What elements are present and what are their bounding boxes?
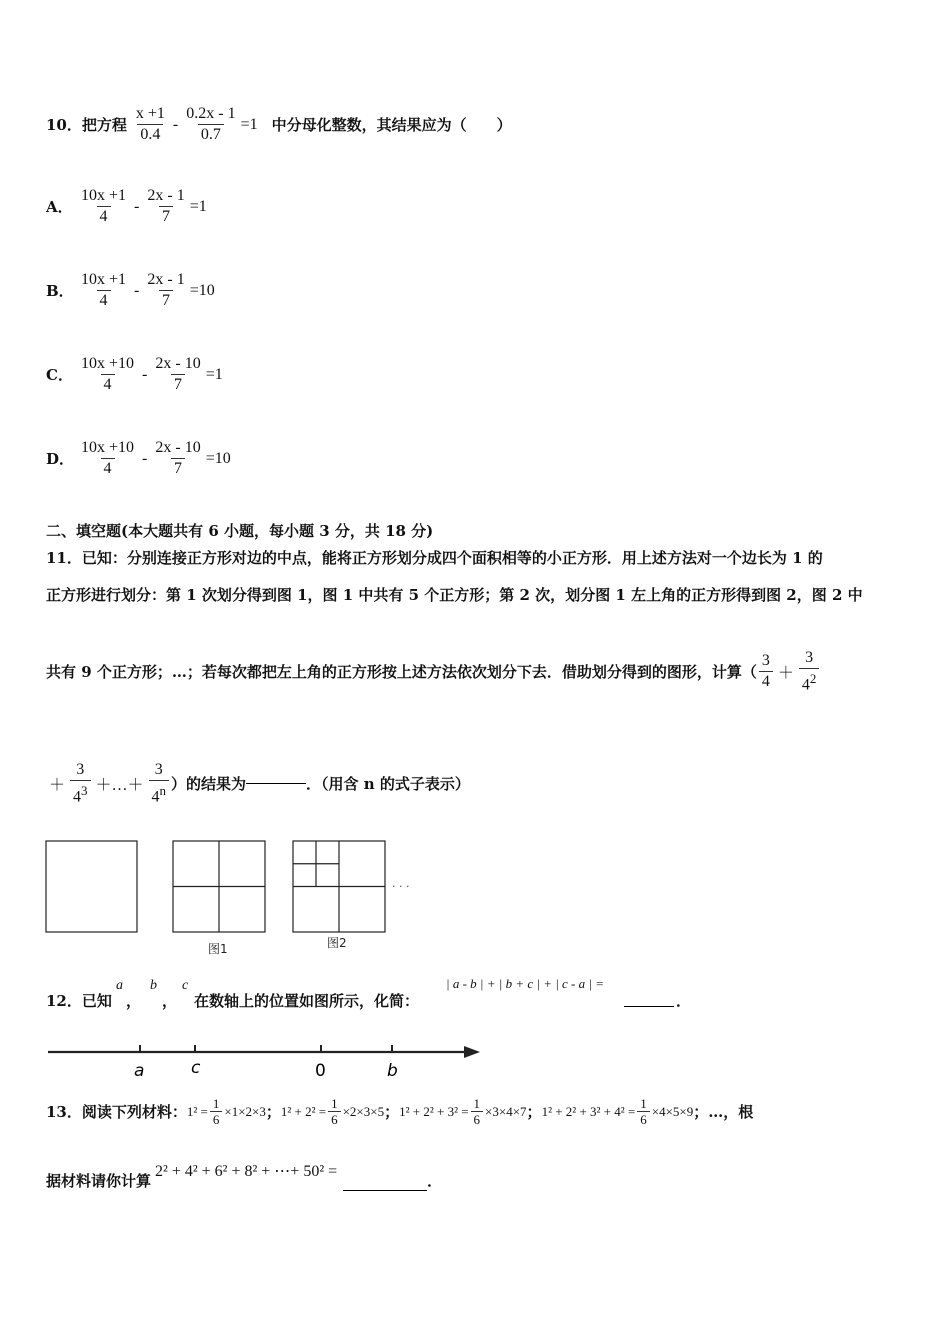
q13-e2-frac-den: 6 [328, 1111, 341, 1127]
q10-rhs: =1 [240, 115, 258, 133]
label-c: c [191, 1058, 201, 1078]
option-b-num2: 2x - 1 [147, 271, 185, 288]
option-c-rhs: =1 [205, 365, 223, 383]
option-a-minus: - [134, 197, 140, 215]
q10-frac2-num: 0.2x - 1 [186, 105, 236, 122]
q13-e2-frac-num: 1 [331, 1096, 338, 1111]
q13-e4-frac-num: 1 [640, 1096, 647, 1111]
option-c-label: C． [46, 366, 73, 384]
q11-f1-den: 4 [759, 671, 773, 692]
q10-frac1-num: x +1 [135, 105, 165, 122]
q11-f4-num: 3 [154, 761, 163, 778]
q11-answer-blank[interactable] [246, 783, 306, 784]
option-a-rhs: =1 [189, 197, 207, 215]
q10-frac1-den: 0.4 [137, 124, 163, 145]
q12-expression: | a - b | + | b + c | + | c - a | = [446, 976, 604, 991]
q11-line3 [46, 648, 821, 695]
option-b-num1: 10x +1 [81, 271, 127, 288]
q13-e2-rhs: ×2×3×5 [342, 1103, 385, 1119]
figure0-square [46, 841, 137, 932]
option-d-den2: 7 [171, 458, 185, 479]
q11-line2: 正方形进行划分：第 1 次划分得到图 1，图 1 中共有 5 个正方形；第 2 次，划分图 1 左上角的正方形得到图 2，图 2 中 [46, 586, 863, 604]
q10-option-a[interactable] [46, 186, 207, 227]
q11-line3-text: 共有 9 个正方形；…；若每次都把左上角的正方形按上述方法依次划分下去．借助划分得到的图形，计算（ [46, 663, 757, 682]
q11-f2-num: 3 [805, 649, 814, 666]
q10-stem [46, 104, 512, 145]
q13-e1-frac-den: 6 [210, 1111, 223, 1127]
option-c-expr [76, 354, 223, 395]
q11-sum-start [757, 648, 822, 695]
number-line-arrow [464, 1046, 480, 1058]
q13-line2-prefix: 据材料请你计算 [46, 1172, 152, 1190]
q11-result-text: ）的结果为 [171, 775, 247, 794]
label-a: a [134, 1061, 145, 1081]
q11-f4-den: 4$^n$ [149, 780, 170, 807]
label-b: b [387, 1061, 398, 1081]
q13-e4-rhs: ×4×5×9 [651, 1103, 694, 1119]
option-c-num1: 10x +10 [81, 355, 135, 372]
option-d-den1: 4 [101, 458, 115, 479]
q10-option-d[interactable] [46, 438, 231, 479]
q13-tail: ；…，根 [693, 1103, 754, 1121]
option-a-num1: 10x +1 [81, 187, 127, 204]
q10-frac1 [133, 104, 168, 145]
q13-sep3: ； [526, 1103, 542, 1121]
q13-e2-lhs: 1² + 2² = [280, 1103, 327, 1119]
option-c-den1: 4 [101, 374, 115, 395]
q13-e3-rhs: ×3×4×7 [485, 1103, 527, 1119]
q10-suffix: 中分母化整数，其结果应为（ ） [271, 116, 512, 134]
q13-sep2: ； [384, 1103, 400, 1121]
option-b-den1: 4 [97, 290, 111, 311]
option-a-label: A． [46, 198, 73, 216]
section2-heading: 二、填空题(本大题共有 6 小题，每小题 3 分，共 18 分) [46, 522, 434, 540]
q13-e4-frac-den: 6 [637, 1111, 650, 1127]
q13-line2 [46, 1163, 443, 1191]
q11-f2-exp: 2 [809, 671, 817, 686]
q13-e4-lhs: 1² + 2² + 3² + 4² = [541, 1103, 636, 1119]
q13-e3-frac-den: 6 [471, 1111, 484, 1127]
q12-var-a: a [116, 978, 123, 993]
q11-plus2: ＋ [49, 777, 66, 795]
q12-var-c: c [182, 978, 189, 993]
q11-f4-exp: n [159, 783, 167, 798]
q13-e1-lhs: 1² = [186, 1103, 208, 1119]
q10-option-c[interactable] [46, 354, 223, 395]
option-b-den2: 7 [159, 290, 173, 311]
q12-comma1: ， [126, 992, 142, 1010]
option-a-den2: 7 [159, 206, 173, 227]
q11-line4-end: ．（用含 n 的式子表示） [306, 775, 470, 794]
q12-answer-blank[interactable] [624, 990, 674, 1007]
option-d-rhs: =10 [205, 449, 231, 467]
q13-e1-frac-num: 1 [212, 1096, 220, 1111]
q11-dots: ＋…＋ [95, 777, 144, 795]
q12-number-line [46, 1038, 486, 1086]
option-b-rhs: =10 [189, 281, 215, 299]
q13-sum-expression: 2² + 4² + 6² + 8² + ⋯+ 50² = [155, 1163, 338, 1180]
q13-e3-frac-num: 1 [473, 1096, 481, 1111]
option-d-num1: 10x +10 [81, 439, 135, 456]
q13-e3-lhs: 1² + 2² + 3² = [399, 1103, 469, 1119]
option-a-expr [76, 186, 207, 227]
q10-option-b[interactable] [46, 270, 215, 311]
figures-ellipsis: · · · [392, 880, 410, 893]
option-a-den1: 4 [97, 206, 111, 227]
q11-line4 [46, 760, 470, 807]
q10-number: 10． [46, 116, 82, 134]
q13-e1-rhs: ×1×2×3 [224, 1103, 266, 1119]
q10-frac2-den: 0.7 [198, 124, 224, 145]
q11-f1-num: 3 [761, 652, 770, 670]
option-d-label: D． [46, 450, 75, 468]
q13-end: ． [427, 1172, 443, 1190]
option-c-num2: 2x - 10 [155, 355, 201, 372]
q12-mid: 在数轴上的位置如图所示，化简： [194, 992, 420, 1010]
option-d-minus: - [142, 449, 148, 467]
q12-prefix: 12．已知 [46, 992, 112, 1010]
q11-f3-num: 3 [76, 761, 85, 778]
q11-plus1: ＋ [777, 665, 794, 683]
q11-sum-end [46, 760, 171, 807]
option-c-minus: - [142, 365, 148, 383]
q11-figures [40, 835, 440, 965]
option-d-num2: 2x - 10 [155, 439, 201, 456]
option-b-minus: - [134, 281, 140, 299]
option-c-den2: 7 [171, 374, 185, 395]
q11-f3-exp: 3 [81, 783, 88, 798]
q11-f3-den: $4^3$ [70, 780, 91, 807]
option-a-num2: 2x - 1 [147, 187, 185, 204]
option-d-expr [76, 438, 231, 479]
q10-prefix: 把方程 [81, 116, 127, 134]
q10-frac2 [183, 104, 238, 145]
q13-answer-blank[interactable] [343, 1172, 427, 1191]
q12-end: ． [676, 992, 692, 1010]
q13-line1 [46, 1096, 753, 1127]
option-b-label: B． [46, 282, 74, 300]
q11-line1: 11．已知：分别连接正方形对边的中点，能将正方形划分成四个面积相等的小正方形．用上述方法对一个边长为 1 的 [46, 549, 823, 567]
q12-var-b: b [150, 978, 157, 993]
label-zero: 0 [315, 1061, 326, 1081]
q11-f2-den: $4^2$ [799, 668, 820, 695]
fig1-caption: 图1 [208, 942, 228, 956]
figure1 [173, 841, 265, 932]
figure2 [293, 841, 385, 932]
q10-equation [131, 104, 258, 145]
q13-prefix: 13．阅读下列材料： [46, 1103, 187, 1121]
q12-comma2: ， [162, 992, 178, 1010]
q13-sep1: ； [265, 1103, 281, 1121]
option-b-expr [76, 270, 215, 311]
q10-minus: - [172, 115, 179, 133]
fig2-caption: 图2 [327, 936, 347, 950]
